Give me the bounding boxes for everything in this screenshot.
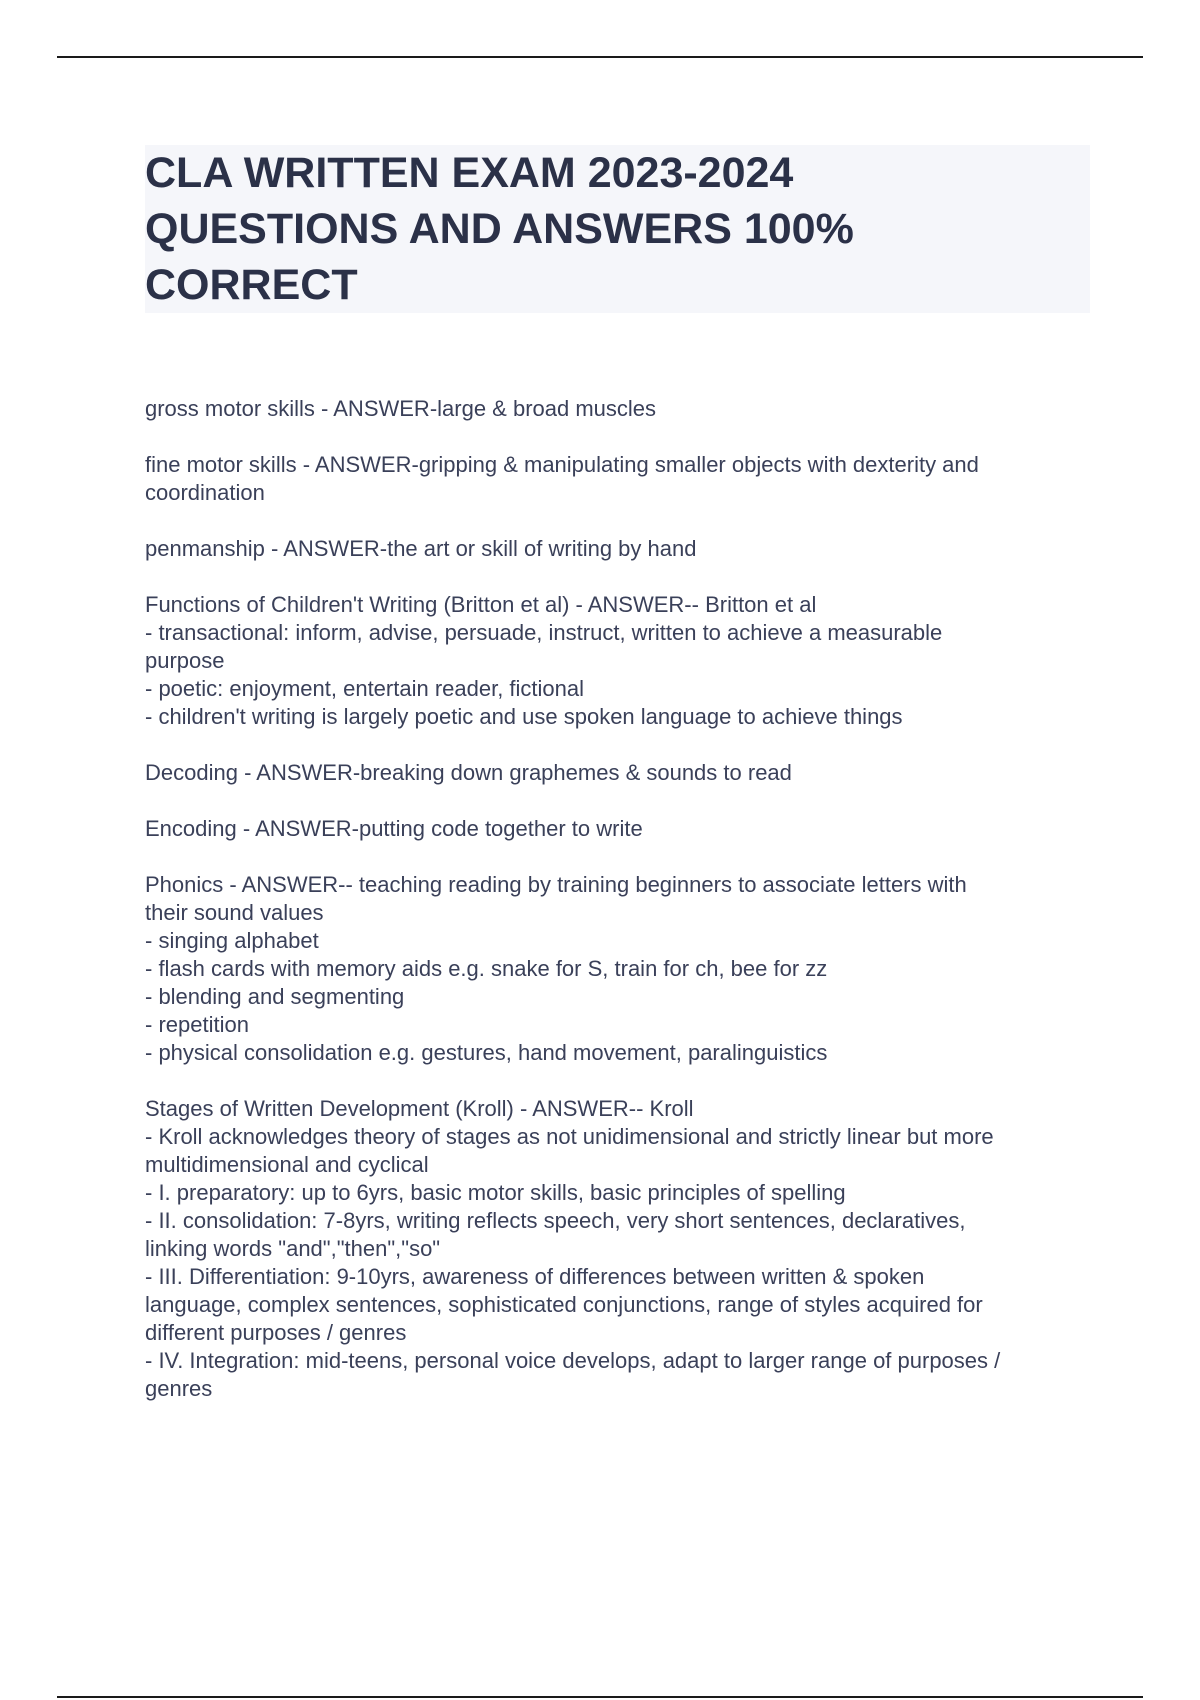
qa-text-line: purpose bbox=[145, 648, 225, 673]
qa-text-line: different purposes / genres bbox=[145, 1320, 407, 1345]
qa-entry bbox=[145, 535, 1100, 563]
qa-text-line: Functions of Children't Writing (Britton et al) - ANSWER-- Britton et al bbox=[145, 592, 817, 617]
qa-text-line: fine motor skills - ANSWER-gripping & manipulating smaller objects with dexterity and bbox=[145, 452, 979, 477]
qa-entry bbox=[145, 815, 1100, 843]
document-title bbox=[145, 145, 1090, 313]
qa-text-line: - children't writing is largely poetic and use spoken language to achieve things bbox=[145, 704, 903, 729]
qa-text-line: penmanship - ANSWER-the art or skill of writing by hand bbox=[145, 536, 697, 561]
qa-list bbox=[145, 395, 1100, 1431]
qa-text-line: language, complex sentences, sophisticated conjunctions, range of styles acquired for bbox=[145, 1292, 983, 1317]
qa-text-line: gross motor skills - ANSWER-large & broad muscles bbox=[145, 396, 657, 421]
title-line: CORRECT bbox=[145, 261, 358, 309]
title-box bbox=[145, 145, 1090, 313]
top-rule bbox=[57, 56, 1143, 58]
qa-text-line: - flash cards with memory aids e.g. snake for S, train for ch, bee for zz bbox=[145, 956, 828, 981]
qa-text-line: Encoding - ANSWER-putting code together to write bbox=[145, 816, 643, 841]
qa-text-line: - III. Differentiation: 9-10yrs, awareness of differences between written & spoken bbox=[145, 1264, 925, 1289]
title-line: QUESTIONS AND ANSWERS 100% bbox=[145, 205, 854, 253]
qa-entry bbox=[145, 871, 1100, 1067]
qa-entry bbox=[145, 395, 1100, 423]
qa-text-line: - blending and segmenting bbox=[145, 984, 405, 1009]
qa-entry bbox=[145, 591, 1100, 731]
qa-text-line: - I. preparatory: up to 6yrs, basic motor skills, basic principles of spelling bbox=[145, 1180, 846, 1205]
qa-text-line: - poetic: enjoyment, entertain reader, fictional bbox=[145, 676, 585, 701]
qa-text-line: - physical consolidation e.g. gestures, hand movement, paralinguistics bbox=[145, 1040, 828, 1065]
qa-text-line: multidimensional and cyclical bbox=[145, 1152, 429, 1177]
qa-text-line: their sound values bbox=[145, 900, 324, 925]
qa-text-line: Stages of Written Development (Kroll) - ANSWER-- Kroll bbox=[145, 1096, 694, 1121]
qa-text-line: coordination bbox=[145, 480, 265, 505]
qa-text-line: linking words "and","then","so" bbox=[145, 1236, 441, 1261]
qa-text-line: Decoding - ANSWER-breaking down graphemes & sounds to read bbox=[145, 760, 792, 785]
qa-entry bbox=[145, 759, 1100, 787]
title-line: CLA WRITTEN EXAM 2023-2024 bbox=[145, 149, 794, 197]
qa-text-line: - repetition bbox=[145, 1012, 249, 1037]
qa-text-line: genres bbox=[145, 1376, 213, 1401]
qa-text-line: - IV. Integration: mid-teens, personal voice develops, adapt to larger range of purposes / bbox=[145, 1348, 1001, 1373]
qa-text-line: - II. consolidation: 7-8yrs, writing reflects speech, very short sentences, declaratives, bbox=[145, 1208, 966, 1233]
qa-entry bbox=[145, 451, 1100, 507]
qa-text-line: - Kroll acknowledges theory of stages as not unidimensional and strictly linear but more bbox=[145, 1124, 994, 1149]
qa-text-line: - singing alphabet bbox=[145, 928, 319, 953]
qa-text-line: Phonics - ANSWER-- teaching reading by training beginners to associate letters with bbox=[145, 872, 967, 897]
qa-text-line: - transactional: inform, advise, persuade, instruct, written to achieve a measurable bbox=[145, 620, 943, 645]
bottom-rule bbox=[57, 1696, 1143, 1698]
qa-entry bbox=[145, 1095, 1100, 1403]
